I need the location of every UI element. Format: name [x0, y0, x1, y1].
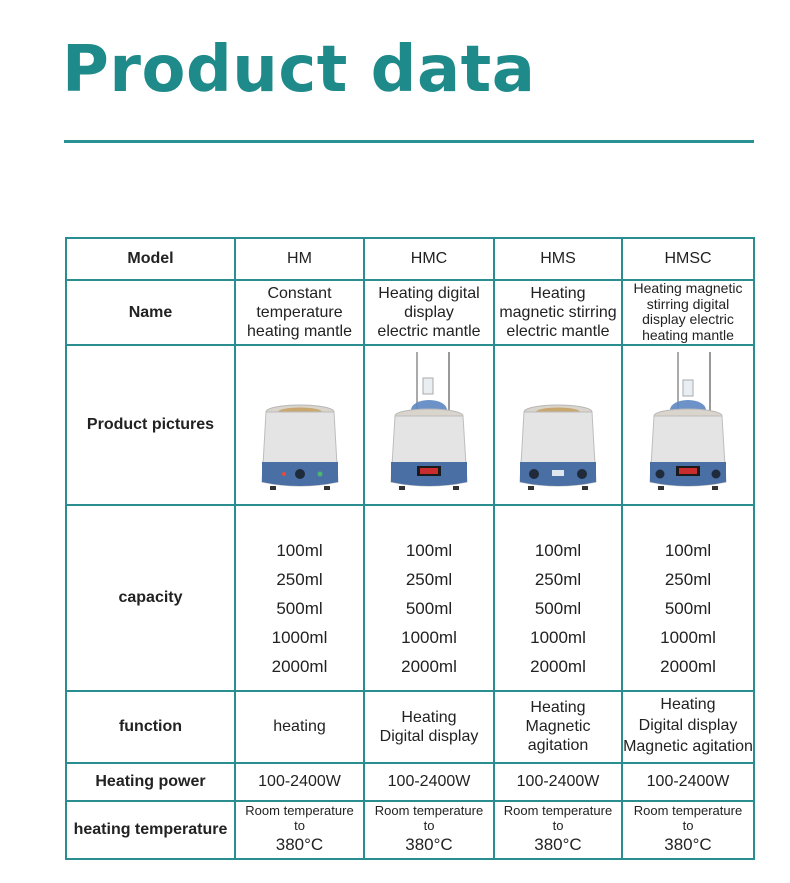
- label-pictures: Product pictures: [66, 345, 235, 505]
- row-capacity: [66, 505, 754, 691]
- capacity-value: 2000ml: [271, 656, 328, 676]
- capacity-hmc: [364, 505, 494, 691]
- capacity-value: 500ml: [664, 598, 712, 618]
- picture-hmc: [364, 345, 494, 505]
- row-function: [66, 691, 754, 763]
- title-divider: [64, 140, 754, 143]
- function-hmc: Heating Digital display: [364, 691, 494, 763]
- row-power: [66, 763, 754, 801]
- capacity-value: 2000ml: [530, 656, 586, 676]
- row-name: [66, 280, 754, 345]
- model-hmsc: HMSC: [622, 238, 754, 280]
- name-hmsc: Heating magnetic stirring digital display electric heating mantle: [622, 280, 754, 345]
- temperature-hm: Room temperature to 380°C: [235, 801, 364, 859]
- temperature-hmc: Room temperature to 380°C: [364, 801, 494, 859]
- heating-mantle-hmsc-image: [638, 350, 738, 500]
- capacity-value: 1000ml: [660, 627, 716, 647]
- capacity-value: 1000ml: [401, 627, 457, 647]
- label-capacity: capacity: [66, 505, 235, 691]
- label-model: Model: [66, 238, 235, 280]
- heating-mantle-hms-image: [508, 350, 608, 500]
- capacity-value: 500ml: [405, 598, 453, 618]
- name-hm: Constant temperature heating mantle: [235, 280, 364, 345]
- capacity-value: 500ml: [534, 598, 582, 618]
- row-temperature: [66, 801, 754, 859]
- label-power: Heating power: [66, 763, 235, 801]
- heating-mantle-hm-image: [250, 350, 350, 500]
- power-hmsc: 100-2400W: [622, 763, 754, 801]
- page-title: Product data: [62, 33, 536, 107]
- capacity-value: 2000ml: [660, 656, 716, 676]
- capacity-value: 250ml: [664, 569, 712, 589]
- temperature-hmsc: Room temperature to 380°C: [622, 801, 754, 859]
- capacity-value: 250ml: [276, 569, 323, 589]
- label-name: Name: [66, 280, 235, 345]
- model-hmc: HMC: [364, 238, 494, 280]
- function-hmsc: Heating Digital display Magnetic agitation: [622, 691, 754, 763]
- product-spec-table: [65, 237, 755, 860]
- capacity-value: 1000ml: [530, 627, 586, 647]
- row-pictures: [66, 345, 754, 505]
- capacity-value: 100ml: [664, 540, 712, 560]
- name-hmc: Heating digital display electric mantle: [364, 280, 494, 345]
- capacity-value: 100ml: [276, 540, 323, 560]
- capacity-value: 250ml: [534, 569, 582, 589]
- capacity-value: 250ml: [405, 569, 453, 589]
- capacity-value: 1000ml: [271, 627, 328, 647]
- picture-hmsc: [622, 345, 754, 505]
- capacity-value: 100ml: [534, 540, 582, 560]
- capacity-value: 100ml: [405, 540, 453, 560]
- capacity-value: 500ml: [276, 598, 323, 618]
- power-hms: 100-2400W: [494, 763, 622, 801]
- temperature-hms: Room temperature to 380°C: [494, 801, 622, 859]
- capacity-hms: [494, 505, 622, 691]
- function-hms: Heating Magnetic agitation: [494, 691, 622, 763]
- power-hm: 100-2400W: [235, 763, 364, 801]
- power-hmc: 100-2400W: [364, 763, 494, 801]
- picture-hms: [494, 345, 622, 505]
- picture-hm: [235, 345, 364, 505]
- model-hms: HMS: [494, 238, 622, 280]
- capacity-value: 2000ml: [401, 656, 457, 676]
- label-function: function: [66, 691, 235, 763]
- capacity-hm: [235, 505, 364, 691]
- capacity-hmsc: [622, 505, 754, 691]
- function-hm: heating: [235, 691, 364, 763]
- label-temperature: heating temperature: [66, 801, 235, 859]
- name-hms: Heating magnetic stirring electric mantle: [494, 280, 622, 345]
- row-model: [66, 238, 754, 280]
- model-hm: HM: [235, 238, 364, 280]
- heating-mantle-hmc-image: [379, 350, 479, 500]
